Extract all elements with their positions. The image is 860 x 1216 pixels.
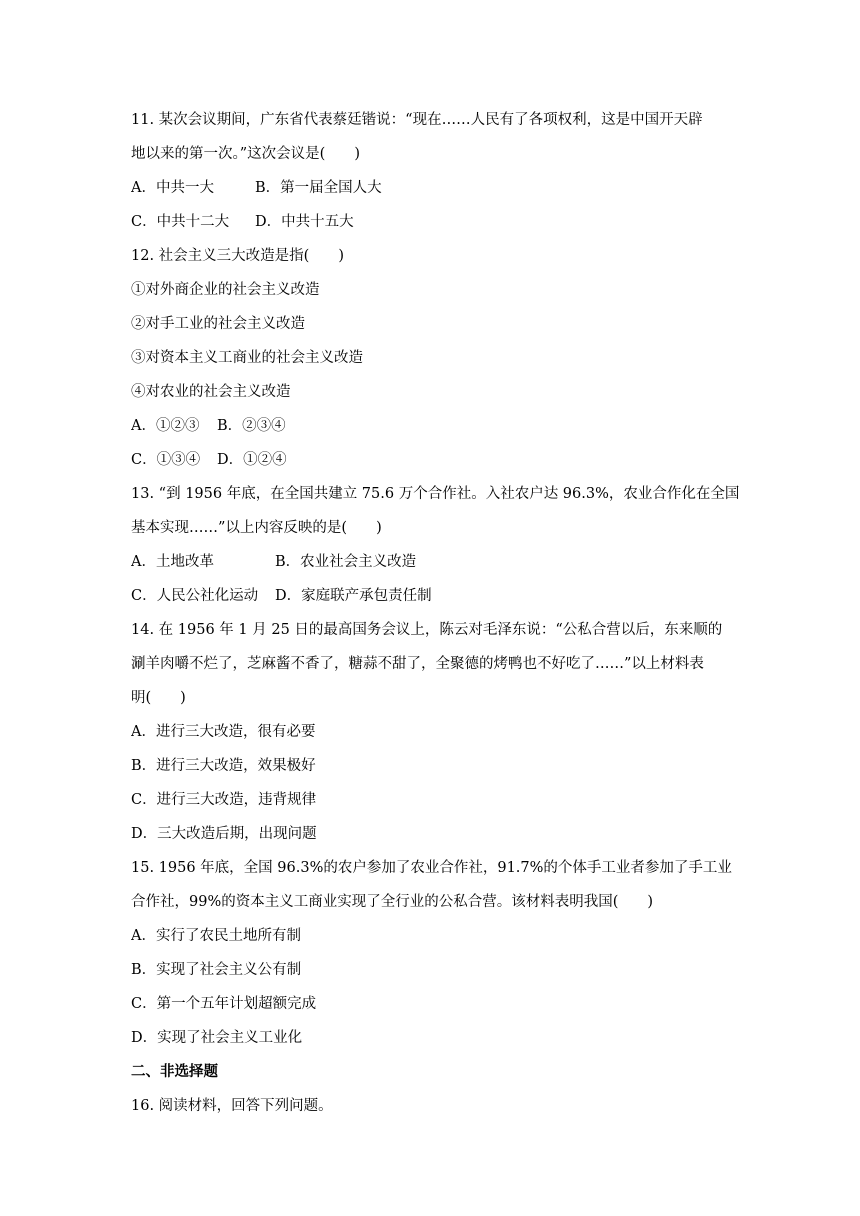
q15-option-d: D．实现了社会主义工业化	[131, 1030, 303, 1046]
q11-options-row1	[131, 178, 741, 198]
q16-stem: 16. 阅读材料，回答下列问题。	[131, 1098, 333, 1114]
q14-option-b: B．进行三大改造，效果极好	[131, 758, 316, 774]
q11-option-d: D．中共十五大	[255, 214, 354, 230]
q12-options-row1	[131, 416, 741, 436]
q13-option-b: B．农业社会主义改造	[275, 554, 417, 570]
q11-options-row2	[131, 212, 741, 232]
q15-option-c: C．第一个五年计划超额完成	[131, 996, 317, 1012]
q12-item2: ②对手工业的社会主义改造	[131, 316, 305, 332]
q13-option-c: C．人民公社化运动	[131, 588, 259, 604]
q12-item1: ①对外商企业的社会主义改造	[131, 282, 320, 298]
q11-stem-line2: 地以来的第一次。”这次会议是( )	[131, 146, 360, 162]
q13-stem-line2: 基本实现……”以上内容反映的是( )	[131, 520, 382, 536]
q14-option-d: D．三大改造后期，出现问题	[131, 826, 317, 842]
q12-option-d: D．①②④	[217, 452, 287, 468]
q11-option-c: C．中共十二大	[131, 214, 230, 230]
q13-stem-line1: 13. “到 1956 年底，在全国共建立 75.6 万个合作社。入社农户达 96.3%，农业合作化在全国	[131, 486, 740, 502]
q15-option-a: A．实行了农民土地所有制	[131, 928, 301, 944]
q14-stem-line2: 涮羊肉嚼不烂了，芝麻酱不香了，糖蒜不甜了，全聚德的烤鸭也不好吃了……”以上材料表	[131, 656, 704, 672]
q13-options-row2	[131, 586, 741, 606]
q12-options-row2	[131, 450, 741, 470]
q12-option-b: B．②③④	[217, 418, 286, 434]
q11-option-a: A．中共一大	[131, 180, 214, 196]
q15-option-b: B．实现了社会主义公有制	[131, 962, 302, 978]
q14-option-c: C．进行三大改造，违背规律	[131, 792, 317, 808]
q15-stem-line2: 合作社，99%的资本主义工商业实现了全行业的公私合营。该材料表明我国( )	[131, 894, 654, 910]
q15-stem-line1: 15. 1956 年底，全国 96.3%的农户参加了农业合作社，91.7%的个体手工业者参加了手工业	[131, 860, 732, 876]
q11-stem-line1: 11. 某次会议期间，广东省代表蔡廷锴说：“现在……人民有了各项权利，这是中国开天辟	[131, 112, 703, 128]
q11-option-b: B．第一届全国人大	[255, 180, 382, 196]
q13-option-d: D．家庭联产承包责任制	[275, 588, 432, 604]
q12-item4: ④对农业的社会主义改造	[131, 384, 291, 400]
q14-stem-line1: 14. 在 1956 年 1 月 25 日的最高国务会议上，陈云对毛泽东说：“公私合营以后，东来顺的	[131, 622, 723, 638]
q12-option-a: A．①②③	[131, 418, 200, 434]
q13-option-a: A．土地改革	[131, 554, 214, 570]
q14-stem-line3: 明( )	[131, 690, 186, 706]
q12-option-c: C．①③④	[131, 452, 201, 468]
q12-item3: ③对资本主义工商业的社会主义改造	[131, 350, 363, 366]
q13-options-row1	[131, 552, 741, 572]
section-heading: 二、非选择题	[131, 1063, 218, 1080]
q12-stem: 12. 社会主义三大改造是指( )	[131, 248, 344, 264]
q14-option-a: A．进行三大改造，很有必要	[131, 724, 316, 740]
